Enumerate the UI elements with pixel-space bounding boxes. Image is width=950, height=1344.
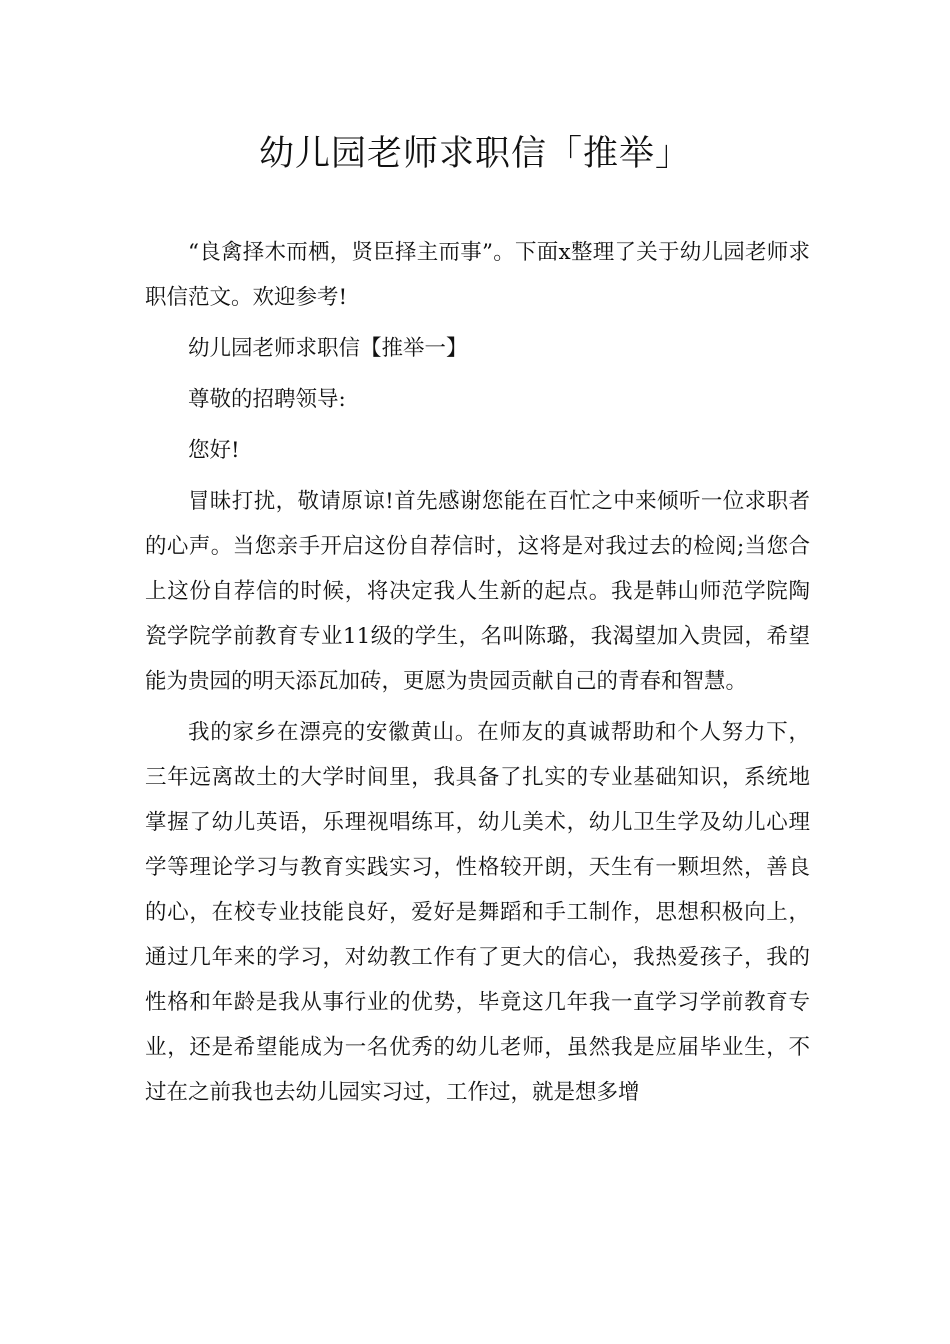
- greeting: 您好!: [188, 438, 240, 463]
- intro-paragraph: “良禽择木而栖，贤臣择主而事”。下面x整理了关于幼儿园老师求职信范文。欢迎参考!: [145, 240, 810, 310]
- document-title: 幼儿园老师求职信「推举」: [258, 134, 691, 174]
- body-paragraph: 我的家乡在漂亮的安徽黄山。在师友的真诚帮助和个人努力下，三年远离故土的大学时间里，我具备了扎实的专业基础知识，系统地掌握了幼儿英语，乐理视唱练耳，幼儿美术，幼儿卫生学及幼儿心理学等理论学习与教育实践实习，性格较开朗，天生有一颗坦然，善良的心，在校专业技能良好，爱好是舞蹈和手工制作，思想积极向上，通过几年来的学习，对幼教工作有了更大的信心，我热爱孩子，我的性格和年龄是我从事行业的优势，毕竟这几年我一直学习学前教育专业，还是希望能成为一名优秀的幼儿老师，虽然我是应届毕业生，不过在之前我也去幼儿园实习过，工作过，就是想多增: [145, 720, 810, 1105]
- section-heading: 幼儿园老师求职信【推举一】: [188, 336, 468, 361]
- document-body: [145, 230, 810, 1115]
- salutation: 尊敬的招聘领导:: [188, 387, 346, 412]
- body-paragraph: 冒昧打扰，敬请原谅!首先感谢您能在百忙之中来倾听一位求职者的心声。当您亲手开启这份自荐信时，这将是对我过去的检阅;当您合上这份自荐信的时候，将决定我人生新的起点。我是韩山师范学院陶瓷学院学前教育专业11级的学生，名叫陈璐，我渴望加入贵园，希望能为贵园的明天添瓦加砖，更愿为贵园贡献自己的青春和智慧。: [145, 489, 810, 694]
